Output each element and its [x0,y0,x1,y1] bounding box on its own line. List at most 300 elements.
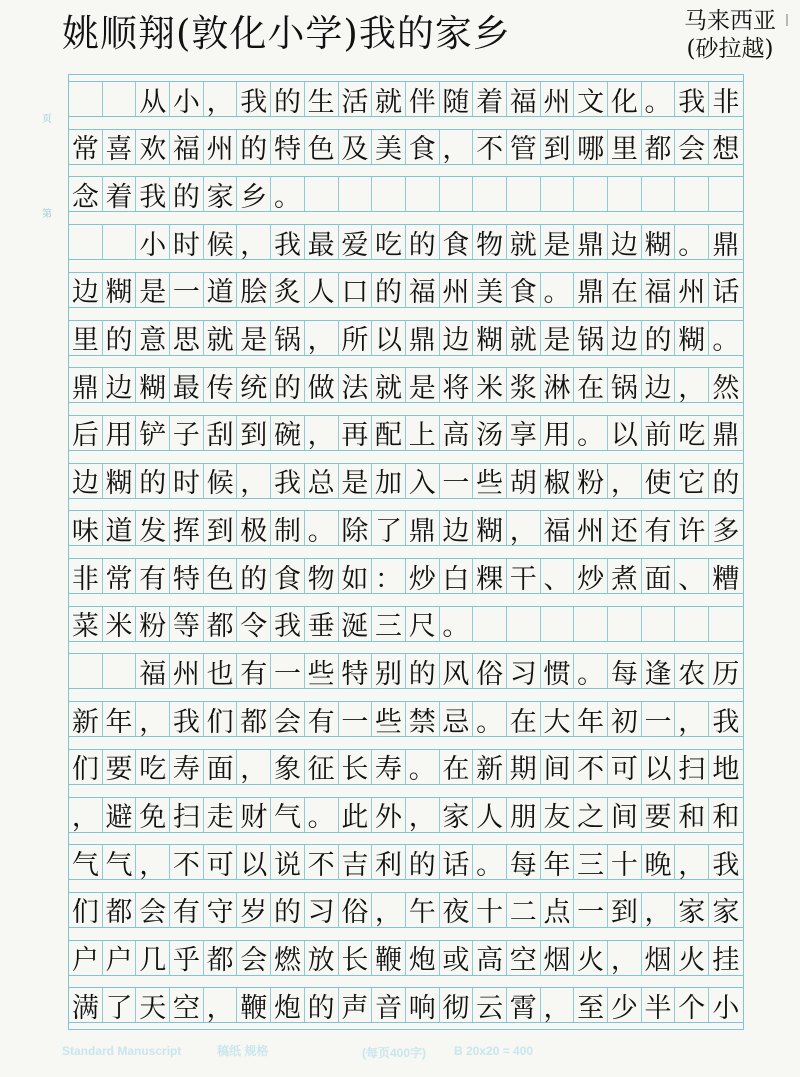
grid-cell: 二 [507,893,541,927]
grid-cell: 、 [675,559,709,593]
grid-cell: 空 [507,941,541,975]
grid-cell: ， [608,464,642,498]
grid-cell: 白 [440,559,474,593]
grid-cell: 锅 [608,368,642,402]
grid-cell: 就 [204,321,238,355]
grid-cell: 有 [642,511,676,545]
grid-cell: 统 [237,368,271,402]
grid-cell: ， [136,845,170,879]
grid-cell: 美 [473,273,507,307]
grid-cell: 面 [204,750,238,784]
grid-cell: 就 [507,321,541,355]
grid-cell: 有 [170,893,204,927]
grid-cell [69,82,103,116]
grid-cell: 都 [237,702,271,736]
grid-cell: 汤 [473,416,507,450]
grid-cell: 财 [237,798,271,832]
grid-cell [372,177,406,211]
grid-cell [440,177,474,211]
grid-cell: 、 [541,559,575,593]
grid-cell: 配 [372,416,406,450]
grid-cell: 吃 [372,225,406,259]
grid-cell: 鼎 [574,225,608,259]
grid-cell: ， [608,941,642,975]
grid-cell: ： [372,559,406,593]
grid-cell: 都 [204,607,238,641]
grid-cell: 的 [406,654,440,688]
grid-cell: 非 [69,559,103,593]
grid-cell: 长 [339,750,373,784]
grid-cell: 少 [608,988,642,1022]
grid-cell: 小 [170,82,204,116]
grid-cell: 吉 [339,845,373,879]
grid-cell: 欢 [136,130,170,164]
margin-mark-page: 页 [42,114,52,125]
grid-cell: 守 [204,893,238,927]
grid-cell: 制 [271,511,305,545]
grid-cell: 乎 [170,941,204,975]
grid-cell: 霄 [507,988,541,1022]
grid-cell: 口 [339,273,373,307]
grid-cell: 法 [339,368,373,402]
grid-cell: 间 [541,750,575,784]
grid-cell: 话 [712,277,740,309]
grid-cell: 午 [406,893,440,927]
grid-cell: 都 [204,941,238,975]
grid-cell: ， [642,893,676,927]
grid-cell: 农 [675,654,709,688]
grid-cell: 时 [170,225,204,259]
grid-cell: 食 [406,130,440,164]
grid-cell: 上 [406,416,440,450]
grid-cell: 扫 [170,798,204,832]
grid-cell: 一 [271,654,305,688]
grid-cell: 年 [103,702,137,736]
grid-cell: 户 [103,941,137,975]
grid-cell: 州 [574,511,608,545]
grid-cell [103,82,137,116]
grid-cell: 们 [69,893,103,927]
grid-cell: 候 [204,225,238,259]
grid-cell: 乡 [237,177,271,211]
grid-cell: 也 [204,654,238,688]
grid-cell: 色 [305,130,339,164]
grid-cell: 气 [271,798,305,832]
grid-cell: 会 [271,702,305,736]
grid-cell: 是 [136,273,170,307]
grid-cell: 再 [339,416,373,450]
grid-cell: 除 [339,511,373,545]
grid-cell: 寿 [372,750,406,784]
grid-cell [709,607,743,641]
grid-cell: 半 [642,988,676,1022]
grid-cell: 鼎 [712,420,740,452]
grid-row [69,129,743,165]
grid-cell: 粿 [473,559,507,593]
grid-cell: 至 [574,988,608,1022]
grid-cell: 小 [136,225,170,259]
grid-cell: 炮 [406,941,440,975]
grid-cell: 州 [541,82,575,116]
grid-cell: 气 [69,845,103,879]
grid-cell: 到 [204,511,238,545]
grid-cell: 意 [136,321,170,355]
grid-cell: 晚 [642,845,676,879]
grid-cell: 福 [642,273,676,307]
grid-cell [574,177,608,211]
grid-cell: 后 [69,416,103,450]
grid-cell: 入 [406,464,440,498]
grid-cell: ， [204,988,238,1022]
grid-row [69,749,743,785]
grid-cell: 的 [103,321,137,355]
grid-cell: 。 [406,750,440,784]
grid-cell: 边 [69,464,103,498]
grid-cell: 到 [237,416,271,450]
grid-cell: 地 [712,754,740,786]
grid-cell [69,654,103,688]
grid-cell: 外 [372,798,406,832]
grid-cell: 的 [271,82,305,116]
grid-cell: 常 [69,130,103,164]
grid-cell: 炒 [406,559,440,593]
grid-cell: 思 [170,321,204,355]
grid-cell: 爱 [339,225,373,259]
grid-cell: 的 [712,468,740,500]
grid-cell: 边 [440,511,474,545]
grid-cell: 天 [136,988,170,1022]
grid-cell: 说 [271,845,305,879]
grid-cell: 避 [103,798,137,832]
grid-cell: 些 [305,654,339,688]
grid-cell: 就 [372,368,406,402]
grid-cell: 的 [372,273,406,307]
grid-cell: 的 [642,321,676,355]
grid-cell: 着 [103,177,137,211]
grid-cell [675,177,709,211]
grid-cell: ， [69,798,103,832]
grid-cell: 会 [136,893,170,927]
grid-cell: 伴 [406,82,440,116]
grid-cell: 我 [712,849,740,881]
grid-cell: 可 [608,750,642,784]
grid-cell: 。 [541,273,575,307]
grid-cell: 非 [712,86,740,118]
grid-cell: 的 [305,988,339,1022]
grid-cell: 用 [103,416,137,450]
grid-cell: 火 [574,941,608,975]
grid-cell: 在 [440,750,474,784]
grid-cell: ， [237,464,271,498]
grid-row [69,558,743,594]
grid-cell: 人 [305,273,339,307]
grid-cell: 粉 [136,607,170,641]
grid-cell: 味 [69,511,103,545]
grid-cell: 家 [712,897,740,929]
grid-cell: 会 [237,941,271,975]
grid-cell: ， [136,702,170,736]
paper-spec: B 20x20 = 400 [454,1044,534,1058]
grid-cell: 福 [136,654,170,688]
paper-note: (每页400字) [362,1046,427,1060]
grid-cell: 。 [574,416,608,450]
grid-cell: 挂 [712,945,740,977]
grid-cell: 别 [372,654,406,688]
grid-cell: 化 [608,82,642,116]
grid-cell: 令 [237,607,271,641]
grid-cell: 的 [237,559,271,593]
grid-cell: 。 [305,798,339,832]
grid-cell: 十 [608,845,642,879]
grid-cell: 们 [69,750,103,784]
grid-cell: 煮 [608,559,642,593]
grid-cell: 糊 [473,321,507,355]
grid-cell: 边 [608,225,642,259]
grid-cell: 米 [103,607,137,641]
grid-cell: 些 [473,464,507,498]
grid-cell: 最 [305,225,339,259]
grid-cell: 三 [574,845,608,879]
grid-cell: 糊 [675,321,709,355]
grid-cell: ， [237,750,271,784]
grid-cell: 菜 [69,607,103,641]
grid-cell: 新 [69,702,103,736]
grid-cell: 锅 [574,321,608,355]
grid-row [69,797,743,833]
grid-row [69,701,743,737]
location-country: 马来西亚 [684,8,776,34]
grid-cell: 传 [204,368,238,402]
grid-cell: 极 [237,511,271,545]
grid-cell: 了 [372,511,406,545]
grid-cell [507,177,541,211]
grid-row [69,463,743,499]
grid-cell: 要 [642,798,676,832]
margin-mark-index: 第 [42,209,52,220]
grid-cell: 此 [339,798,373,832]
grid-cell: 里 [69,321,103,355]
grid-cell [709,177,743,211]
grid-cell: 糟 [712,563,740,595]
grid-cell: 大 [541,702,575,736]
grid-cell: 物 [473,225,507,259]
grid-cell: 朋 [507,798,541,832]
grid-cell: 到 [608,893,642,927]
grid-cell: 我 [712,706,740,738]
grid-cell: 一 [339,702,373,736]
grid-cell: 。 [473,702,507,736]
grid-row [69,653,743,689]
grid-cell: 特 [170,559,204,593]
grid-cell: 我 [271,464,305,498]
grid-cell: 的 [271,893,305,927]
grid-cell: 气 [103,845,137,879]
grid-cell: 粉 [574,464,608,498]
grid-cell: 等 [170,607,204,641]
grid-cell: 鞭 [372,941,406,975]
grid-cell: 习 [305,893,339,927]
grid-cell: 禁 [406,702,440,736]
grid-cell: 尺 [406,607,440,641]
grid-cell: 家 [675,893,709,927]
grid-cell: ， [237,225,271,259]
grid-row [69,81,743,117]
grid-cell: 空 [170,988,204,1022]
grid-cell: 。 [675,225,709,259]
location-label [684,8,776,63]
writing-grid [68,74,744,1030]
grid-cell: 活 [339,82,373,116]
grid-cell: 响 [406,988,440,1022]
grid-cell: 是 [237,321,271,355]
grid-cell: 我 [237,82,271,116]
grid-cell: 挥 [170,511,204,545]
grid-cell: 我 [170,702,204,736]
grid-cell: 碗 [271,416,305,450]
grid-cell: ， [507,511,541,545]
grid-cell: 寿 [170,750,204,784]
grid-cell: 烟 [541,941,575,975]
grid-cell: 利 [372,845,406,879]
grid-cell: ， [305,416,339,450]
grid-cell: 总 [305,464,339,498]
grid-cell: 期 [507,750,541,784]
grid-cell: 不 [305,845,339,879]
grid-cell: 家 [204,177,238,211]
grid-cell: 发 [136,511,170,545]
grid-cell: 物 [305,559,339,593]
grid-cell: 多 [712,515,740,547]
grid-cell: 的 [237,130,271,164]
grid-cell: 脍 [237,273,271,307]
grid-cell: 是 [541,225,575,259]
grid-cell: 胡 [507,464,541,498]
grid-cell: 初 [608,702,642,736]
grid-cell: 以 [372,321,406,355]
grid-row [69,367,743,403]
grid-cell: 惯 [541,654,575,688]
grid-cell: 免 [136,798,170,832]
grid-cell: 。 [305,511,339,545]
grid-row [69,176,743,212]
grid-cell: 忌 [440,702,474,736]
grid-cell: 不 [574,750,608,784]
grid-cell: 户 [69,941,103,975]
grid-cell: 话 [440,845,474,879]
grid-cell: 以 [642,750,676,784]
grid-cell: 糊 [103,273,137,307]
grid-cell: 糊 [136,368,170,402]
grid-cell: 扫 [675,750,709,784]
grid-cell: 风 [440,654,474,688]
grid-cell: 最 [170,368,204,402]
grid-cell: 它 [675,464,709,498]
grid-cell: 放 [305,941,339,975]
grid-cell [608,177,642,211]
grid-cell: 文 [574,82,608,116]
grid-cell: 不 [170,845,204,879]
grid-cell: 间 [608,798,642,832]
grid-cell: 使 [642,464,676,498]
grid-cell: 一 [170,273,204,307]
grid-cell: 生 [305,82,339,116]
grid-cell: 声 [339,988,373,1022]
grid-cell [473,177,507,211]
grid-cell: 许 [675,511,709,545]
grid-cell: 州 [675,273,709,307]
grid-cell: 不 [473,130,507,164]
grid-cell: 我 [675,82,709,116]
grid-cell: 如 [339,559,373,593]
grid-cell: 淋 [541,368,575,402]
grid-cell: 家 [440,798,474,832]
grid-row [69,224,743,260]
grid-cell: 。 [712,325,740,356]
grid-cell: 点 [541,893,575,927]
grid-cell: ， [541,988,575,1022]
grid-cell: 以 [237,845,271,879]
grid-cell [642,177,676,211]
grid-cell: 就 [507,225,541,259]
grid-cell: 糊 [642,225,676,259]
grid-cell [675,607,709,641]
paper-brand: Standard Manuscript [62,1044,182,1058]
grid-cell: 锅 [271,321,305,355]
grid-cell: 们 [204,702,238,736]
grid-cell: 或 [440,941,474,975]
grid-cell [406,177,440,211]
grid-row [69,510,743,546]
grid-cell: 美 [372,130,406,164]
grid-cell: 鼎 [406,321,440,355]
grid-cell: 年 [541,845,575,879]
grid-cell: 到 [541,130,575,164]
grid-cell: 着 [473,82,507,116]
grid-cell: 米 [473,368,507,402]
grid-cell: 。 [574,654,608,688]
page-header [62,6,782,76]
grid-cell: 我 [271,607,305,641]
grid-cell: 小 [712,992,740,1024]
grid-cell: 火 [675,941,709,975]
grid-cell: 的 [170,177,204,211]
grid-cell [305,177,339,211]
grid-cell: 边 [642,368,676,402]
grid-cell: 几 [136,941,170,975]
grid-cell: 加 [372,464,406,498]
grid-cell: 享 [507,416,541,450]
grid-row [69,606,743,642]
grid-cell: 之 [574,798,608,832]
grid-cell: 鼎 [406,511,440,545]
grid-cell: 特 [339,654,373,688]
grid-cell: 铲 [136,416,170,450]
grid-cell: 的 [406,845,440,879]
grid-cell: 子 [170,416,204,450]
grid-cell: 音 [372,988,406,1022]
grid-cell: 我 [136,177,170,211]
grid-cell: 每 [608,654,642,688]
grid-cell: 是 [406,368,440,402]
grid-cell [507,607,541,641]
grid-cell: 在 [608,273,642,307]
margin-marks [42,110,52,230]
grid-cell: 。 [473,845,507,879]
grid-cell: 从 [136,82,170,116]
grid-cell: 浆 [507,368,541,402]
grid-cell: 特 [271,130,305,164]
grid-cell: 岁 [237,893,271,927]
